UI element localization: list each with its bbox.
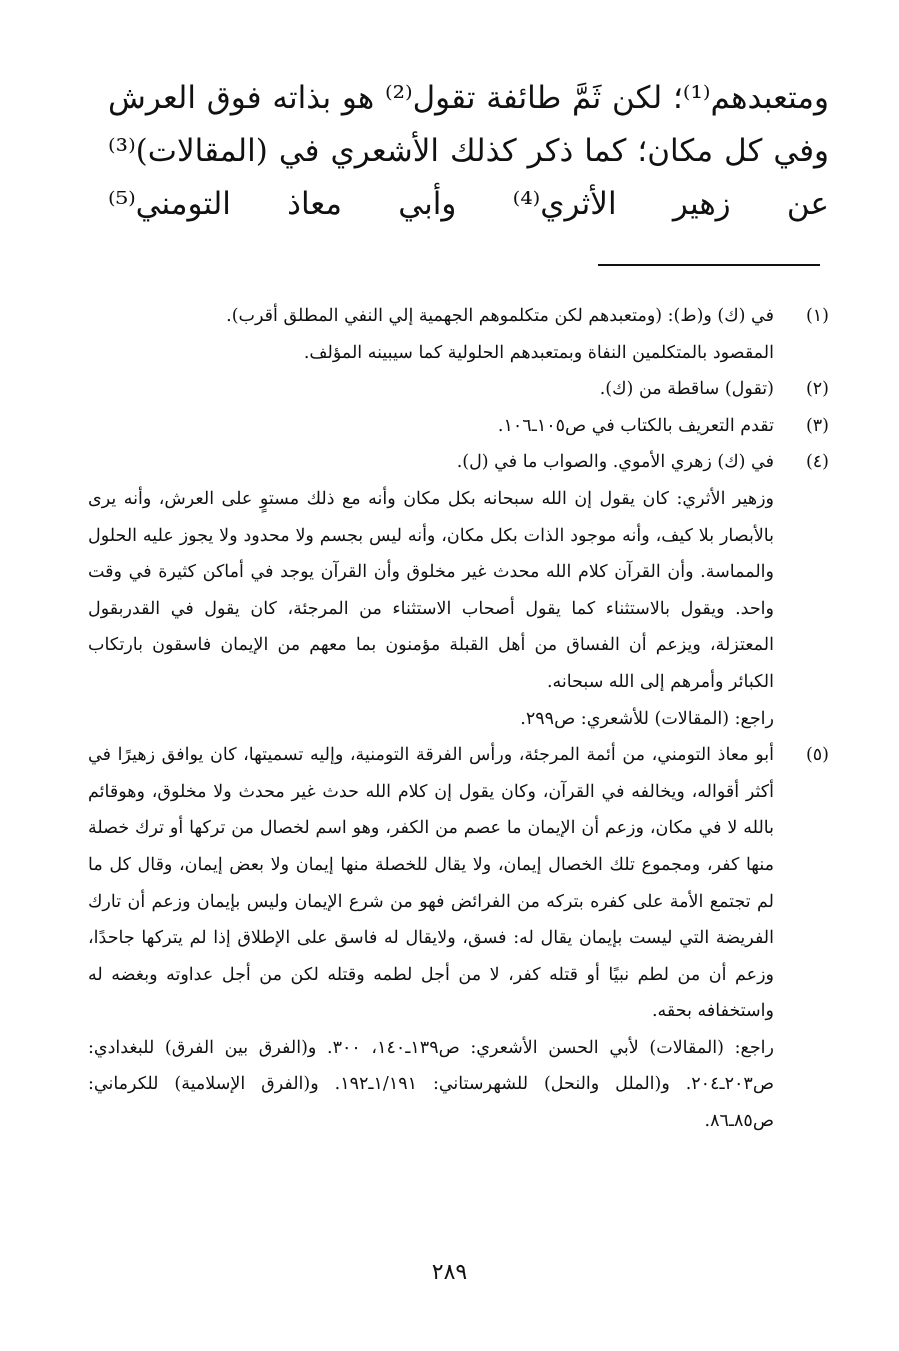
footnote-number: (٤) — [805, 452, 829, 473]
footnote — [88, 408, 829, 445]
footnote-paragraph: وزهير الأثري: كان يقول إن الله سبحانه بكل مكان وأنه مع ذلك مستوٍ على العرش، وأنه يرى بالأبصار بلا كيف، وأنه موجود الذات بكل مكان، وأنه ليس بجسم ولا محدود ولا يجوز عليه الحلول والمماسة. وأن القرآن كلام الله محدث غير مخلوق وأن القرآن يوجد في أماكن كثيرة في وقت واحد. ويقول بالاستثناء كما يقول أصحاب الاستثناء من المرجئة، كان يقول في القدربقول المعتزلة، ويزعم أن الفساق من أهل القبلة مؤمنون بما معهم من الإيمان فاسقون بارتكاب الكبائر وأمرهم إلى الله سبحانه. — [88, 488, 774, 692]
page-number: ٢٨٩ — [431, 1260, 468, 1285]
main-text-line: وفي كل مكان؛ كما ذكر كذلك الأشعري في (المقالات)⁽³⁾ — [108, 133, 829, 169]
footnote-number: (٢) — [805, 379, 829, 400]
footnote-separator — [598, 264, 820, 266]
main-text — [108, 72, 829, 231]
footnote — [88, 298, 829, 371]
footnote-paragraph: أبو معاذ التومني، من أئمة المرجئة، ورأس الفرقة التومنية، وإليه تسميتها، كان يوافق زهيرًا في أكثر أقواله، ويخالفه في القرآن، وكان يقول إن كلام الله حدث غير محدث ولا مخلوق، وهوقائم بالله لا في مكان، وزعم أن الإيمان ما عصم من الكفر، وهو اسم لخصال من تركها أو ترك خصلة منها كفر، ومجموع تلك الخصال إيمان، ولا يقال للخصلة منها إيمان ولا بعض إيمان، وقال كل ما لم تجتمع الأمة على كفره بتركه من الفرائض فهو من شرع الإيمان وليس بإيمان وزعم أن تارك الفريضة التي ليست بإيمان يقال له: فسق، ولايقال له فاسق على الإطلاق إذا لم يتركها جاحدًا، وزعم أن من لطم نبيًا أو قتله كفر، لا من أجل لطمه وقتله لكن من أجل عداوته وبغضه له واستخفافه بحقه. — [88, 745, 774, 1022]
footnote-line: المقصود بالمتكلمين النفاة وبمتعبدهم الحلولية كما سيبينه المؤلف. — [303, 342, 774, 363]
main-text-line: ومتعبدهم⁽¹⁾؛ لكن ثَمَّ طائفة تقول⁽²⁾ هو بذاته فوق العرش — [108, 80, 829, 116]
footnote-text — [88, 371, 774, 408]
footnote — [88, 444, 829, 737]
footnote-line: (تقول) ساقطة من (ك). — [599, 379, 774, 400]
footnote-text — [88, 444, 774, 737]
footnote-text — [88, 298, 774, 371]
footnote-reference: راجع: (المقالات) للأشعري: ص٢٩٩. — [520, 708, 774, 729]
footnote-number: (١) — [805, 306, 829, 326]
footnote-line: تقدم التعريف بالكتاب في ص١٠٥ـ١٠٦. — [497, 415, 774, 436]
footnote-line: في (ك) و(ط): (ومتعبدهم لكن متكلموهم الجهمية إلي النفي المطلق أقرب). — [226, 306, 774, 326]
footnote — [88, 737, 829, 1140]
footnotes — [88, 298, 829, 1140]
footnote-line: في (ك) زهري الأموي. والصواب ما في (ل). — [456, 452, 774, 473]
main-text-line: عن زهير الأثري⁽⁴⁾ وأبي معاذ التومني⁽⁵⁾ — [108, 186, 830, 222]
footnote-number: (٥) — [805, 745, 829, 766]
footnote-text — [88, 737, 774, 1140]
footnote-reference: راجع: (المقالات) لأبي الحسن الأشعري: ص١٣٩ـ١٤٠، ٣٠٠. و(الفرق بين الفرق) للبغدادي: ص٢٠٣ـ٢٠٤. و(الملل والنحل) للشهرستاني: ١/١٩١ـ١٩٢. و(الفرق الإسلامية) للكرماني: ص٨٥ـ٨٦. — [88, 1037, 774, 1132]
footnote — [88, 371, 829, 408]
footnote-number: (٣) — [805, 415, 829, 436]
footnote-text — [88, 408, 774, 445]
